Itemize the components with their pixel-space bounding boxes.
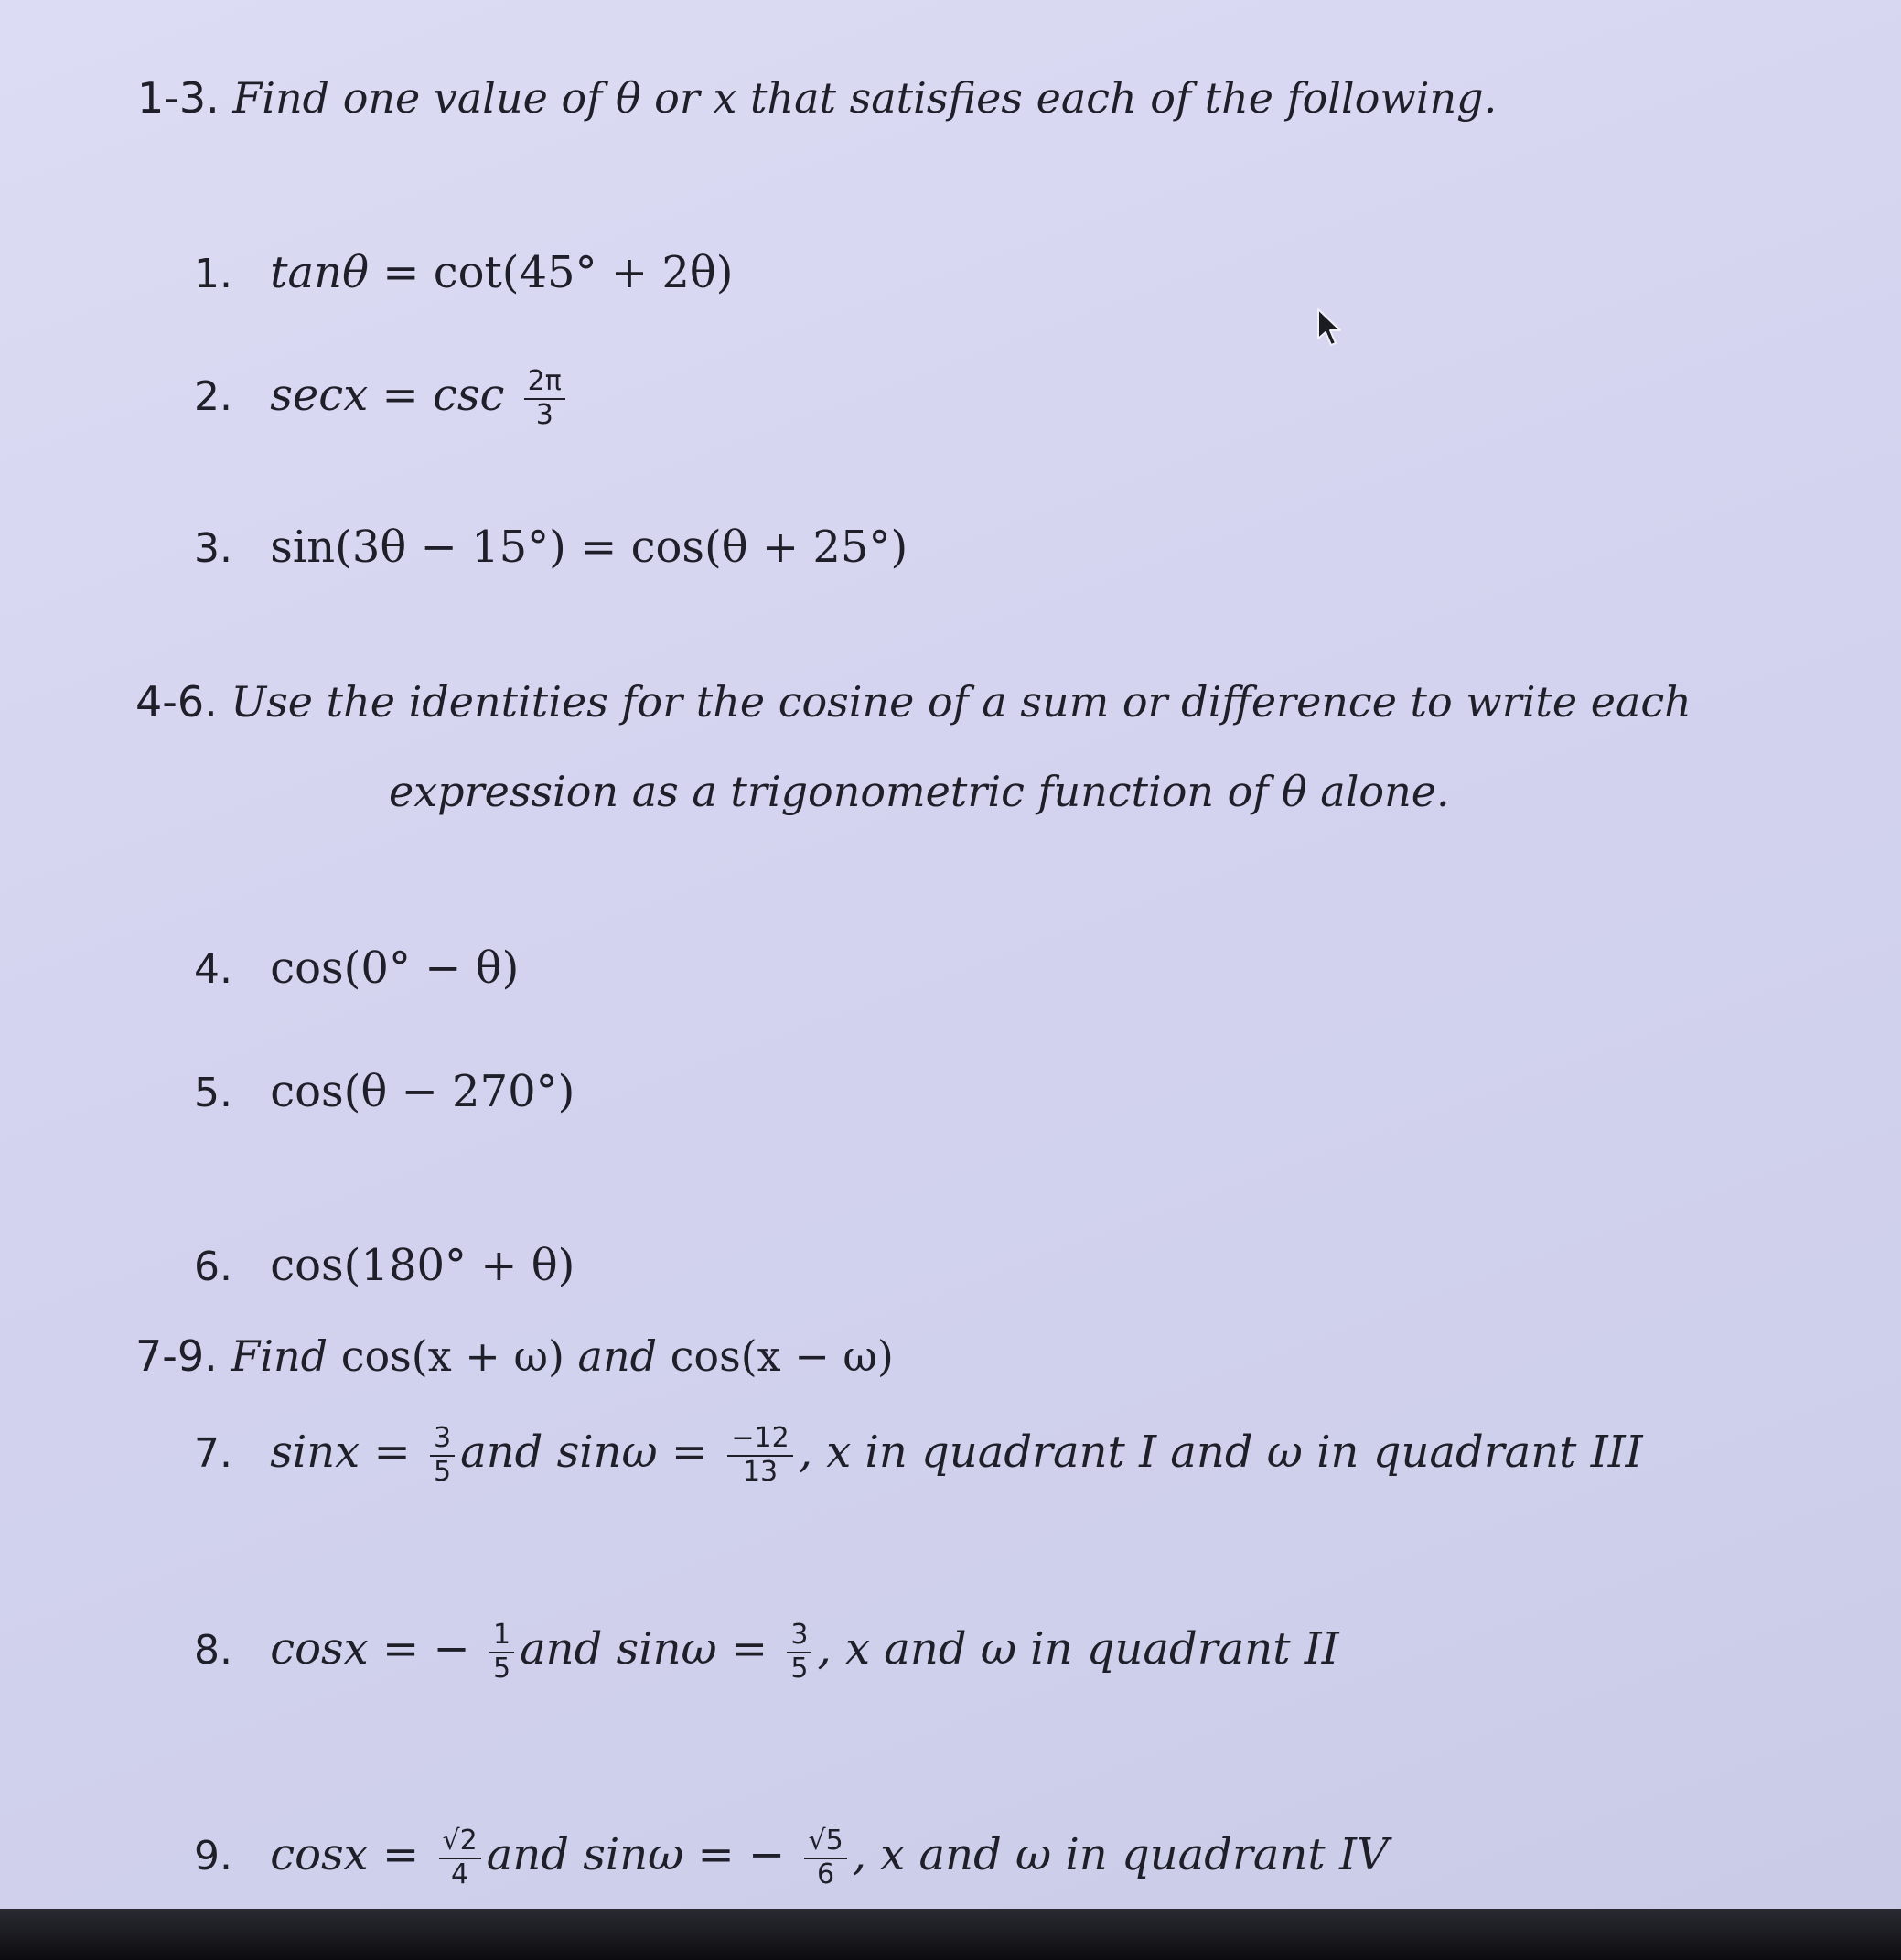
fraction-denominator: 13 (742, 1455, 779, 1488)
problem-7-part-b: and sinω = (460, 1427, 709, 1478)
problem-9-part-b: and sinω = − (486, 1829, 786, 1880)
problem-9-part-a: cosx = (270, 1829, 420, 1880)
problem-1 (194, 247, 734, 298)
problem-7 (194, 1423, 1643, 1488)
section-2-heading-continued (389, 767, 1450, 816)
problem-number: 8. (194, 1627, 232, 1674)
problem-number: 5. (194, 1070, 232, 1116)
problem-8-part-a: cosx = − (270, 1623, 470, 1675)
problem-8-part-b: and sinω = (520, 1623, 768, 1675)
problem-6 (194, 1240, 575, 1291)
fraction-denominator: 5 (790, 1652, 809, 1685)
section-3-text-and: and (564, 1331, 671, 1381)
fraction-numerator: √2 (439, 1825, 481, 1859)
fraction-numerator: 2π (524, 366, 565, 400)
section-3-expr-difference: cos(x − ω) (670, 1331, 894, 1381)
fraction-numerator: 3 (430, 1423, 455, 1457)
fraction-denominator: 5 (433, 1455, 452, 1488)
problem-number: 2. (194, 373, 232, 420)
problem-3-expression: sin(3θ − 15°) = cos(θ + 25°) (270, 522, 908, 573)
fraction-denominator: 3 (535, 398, 553, 431)
problem-7-part-c: , x in quadrant I and ω in quadrant III (798, 1427, 1643, 1478)
problem-7-part-a: sinx = (270, 1427, 411, 1478)
problem-2 (194, 366, 571, 431)
section-2-heading (135, 677, 1692, 727)
problem-number: 6. (194, 1244, 232, 1290)
fraction-numerator: √5 (804, 1825, 846, 1859)
fraction-denominator: 5 (492, 1652, 511, 1685)
problem-1-lhs: tanθ (270, 247, 369, 298)
problem-number: 1. (194, 251, 232, 297)
problem-3 (194, 522, 908, 573)
fraction-denominator: 4 (451, 1858, 469, 1890)
problem-number: 3. (194, 525, 232, 572)
problem-9 (194, 1825, 1389, 1890)
problem-2-lhs: secx = csc (270, 370, 505, 421)
section-3-expr-sum: cos(x + ω) (340, 1331, 564, 1381)
fraction (439, 1825, 481, 1890)
problem-8-part-c: , x and ω in quadrant II (817, 1623, 1339, 1675)
problem-5 (194, 1066, 575, 1117)
problem-4-expression: cos(0° − θ) (270, 942, 520, 994)
problem-number: 4. (194, 946, 232, 993)
section-3-text-find: Find (231, 1331, 341, 1381)
fraction-numerator: 3 (787, 1620, 811, 1653)
problem-number: 9. (194, 1833, 232, 1879)
fraction-numerator: 1 (489, 1620, 514, 1653)
fraction (524, 366, 565, 431)
section-3-heading (135, 1331, 894, 1381)
fraction (430, 1423, 455, 1488)
section-3-number: 7-9. (135, 1331, 218, 1381)
problem-6-expression: cos(180° + θ) (270, 1240, 575, 1291)
section-1-heading (137, 73, 1497, 123)
problem-8 (194, 1620, 1339, 1685)
fraction-denominator: 6 (817, 1858, 835, 1890)
section-2-instructions-line1: Use the identities for the cosine of a sum or difference to write each (231, 677, 1692, 727)
fraction (727, 1423, 792, 1488)
fraction (489, 1620, 514, 1685)
fraction-numerator: −12 (727, 1423, 792, 1457)
mouse-pointer-icon (1316, 307, 1343, 348)
monitor-bezel (0, 1909, 1901, 1960)
section-1-number: 1-3. (137, 73, 220, 123)
problem-9-part-c: , x and ω in quadrant IV (852, 1829, 1389, 1880)
fraction (787, 1620, 811, 1685)
problem-1-rhs: = cot(45° + 2θ) (368, 247, 734, 298)
section-2-instructions-line2: expression as a trigonometric function of θ alone. (389, 767, 1450, 816)
problem-number: 7. (194, 1430, 232, 1477)
fraction (804, 1825, 846, 1890)
section-2-number: 4-6. (135, 677, 218, 727)
section-1-instructions: Find one value of θ or x that satisfies each of the following. (232, 73, 1498, 123)
problem-4 (194, 942, 519, 994)
problem-5-expression: cos(θ − 270°) (270, 1066, 575, 1117)
